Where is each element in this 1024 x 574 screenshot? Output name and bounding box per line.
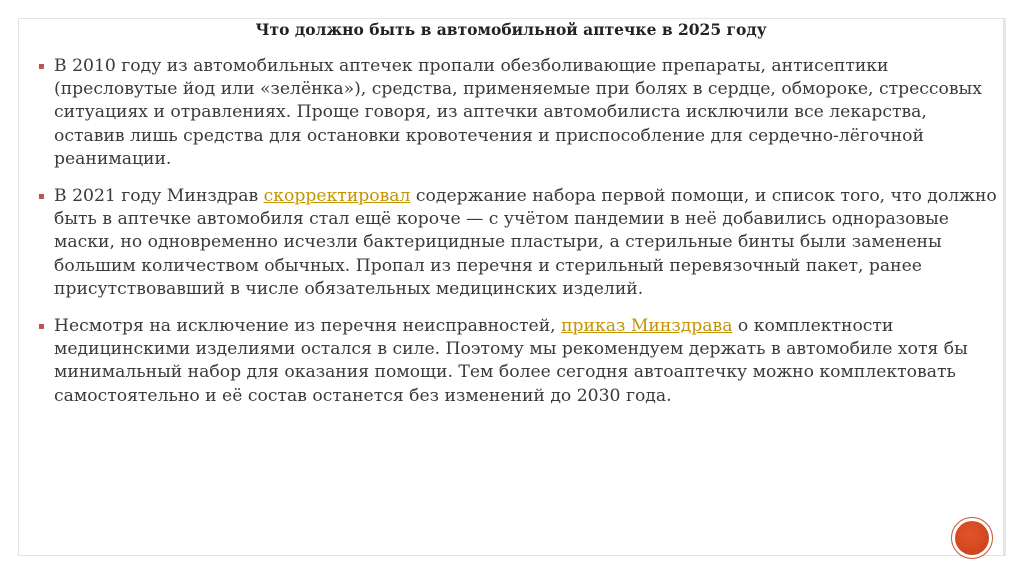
bullet-text-after: о комплектности медицинскими изделиями остался в силе. Поэтому мы рекомендуем держать в автомобиле хотя бы минимальный набор для оказания помощи. Тем более сегодня автоаптечку можно комплектовать самостоятельно и её состав останется без изменений до 2030 года. [54, 316, 968, 406]
bullet-item-1 [38, 55, 998, 171]
bullet-text: В 2010 году из автомобильных аптечек пропали обезболивающие препараты, антисептики (пресловутые йод или «зелёнка»), средства, применяемые при болях в сердце, обмороке, стрессовых ситуациях и отравлениях. Проще говоря, из аптечки автомобилиста исключили все лекарства, оставив лишь средства для остановки кровотечения и приспособление для сердечно-лёгочной реанимации. [54, 56, 982, 169]
corner-circle-icon [951, 517, 993, 559]
corner-dot-icon [955, 521, 989, 555]
bullet-text-before: В 2021 году Минздрав [54, 186, 264, 207]
bullet-item-3 [38, 315, 998, 408]
bullet-marker-icon: ▪ [38, 61, 45, 72]
link-ministry-order[interactable]: приказ Минздрава [561, 316, 733, 337]
bullet-text-before: Несмотря на исключение из перечня неисправностей, [54, 316, 562, 337]
slide-title: Что должно быть в автомобильной аптечке в 2025 году [255, 20, 767, 39]
slide [18, 0, 1004, 574]
bullet-text-after: содержание набора первой помощи, и список того, что должно быть в аптечке автомобиля стал ещё короче — с учётом пандемии в неё добавились одноразовые маски, но одновременно исчезли бактерицидные пластыри, а стерильные бинты были заменены большим количеством обычных. Пропал из перечня и стерильный перевязочный пакет, ранее присутствовавший в числе обязательных медицинских изделий. [54, 186, 997, 299]
bullet-list [38, 55, 998, 422]
frame-stripe-right [1004, 18, 1006, 556]
bullet-marker-icon: ▪ [38, 321, 45, 333]
link-corrected[interactable]: скорректировал [263, 186, 411, 207]
bullet-item-2 [38, 185, 998, 301]
bullet-marker-icon: ▪ [38, 191, 45, 203]
